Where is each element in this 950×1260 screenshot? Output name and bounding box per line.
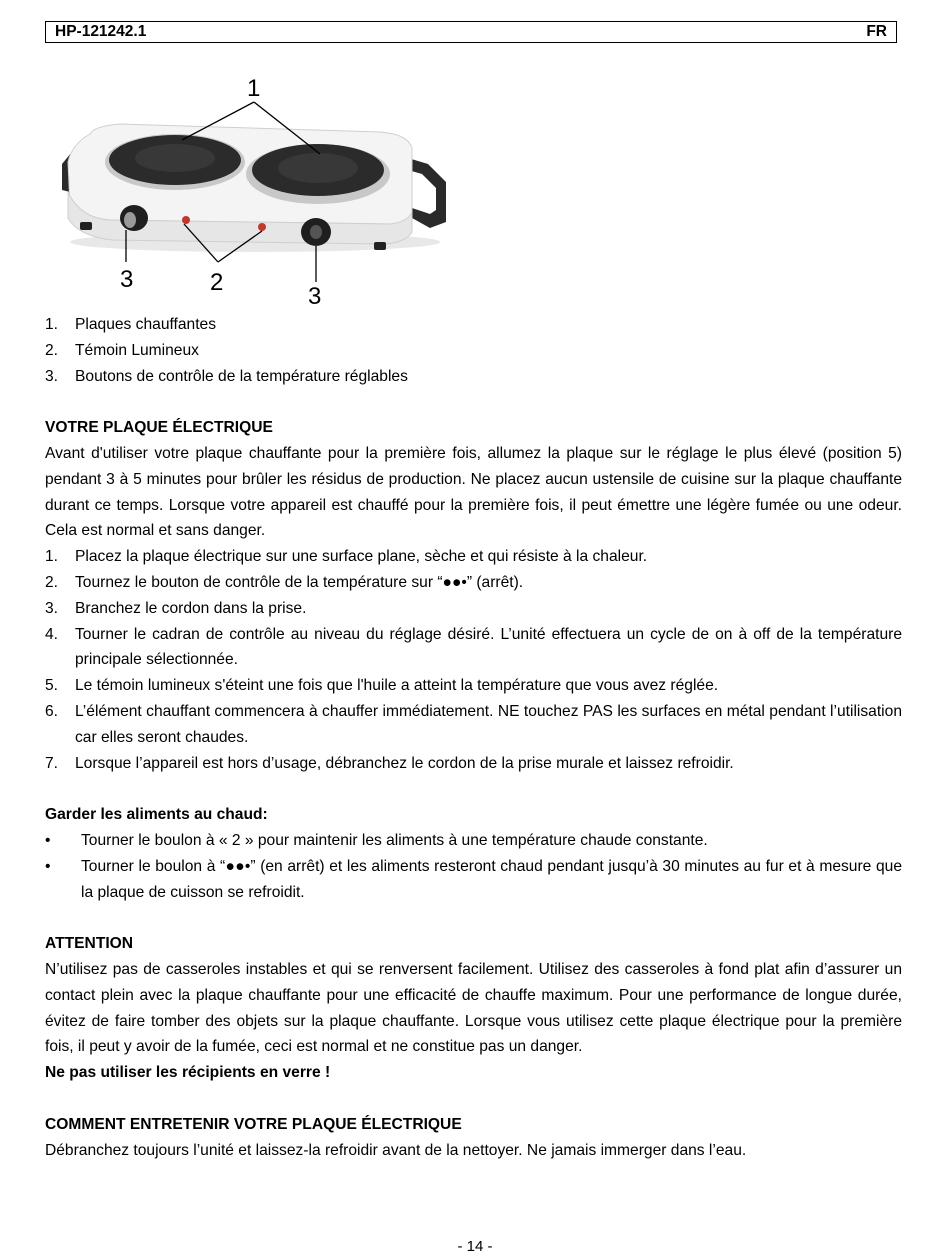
callout-2: 2 — [210, 269, 224, 296]
list-item: 5. Le témoin lumineux s'éteint une fois que l'huile a atteint la température que vous avez réglée. — [45, 677, 719, 695]
maintenance-paragraph: Débranchez toujours l’unité et laissez-la refroidir avant de la nettoyer. Ne jamais immerger dans l’eau. — [45, 1141, 747, 1159]
section-heading: COMMENT ENTRETENIR VOTRE PLAQUE ÉLECTRIQUE — [45, 1115, 462, 1133]
list-item: 2. Tournez le bouton de contrôle de la température sur “●●•” (arrêt). — [45, 573, 524, 591]
list-item: 2. Témoin Lumineux — [45, 341, 199, 359]
list-item: • Tourner le boulon à “●●•” (en arrêt) et les aliments resteront chaud pendant jusqu’à 30 minutes au fur et à mesure que la plaque de cuisson se refroidit. — [45, 857, 902, 901]
model-code: HP-121242.1 — [55, 23, 147, 40]
list-item: 4. Tourner le cadran de contrôle au niveau du réglage désiré. L’unité effectuera un cycle de on à off de la température principale sélectionnée. — [45, 625, 902, 669]
section-heading: VOTRE PLAQUE ÉLECTRIQUE — [45, 419, 273, 437]
document-header — [45, 21, 897, 43]
glass-warning: Ne pas utiliser les récipients en verre ! — [45, 1064, 331, 1082]
list-item: • Tourner le boulon à « 2 » pour maintenir les aliments à une température chaude constante. — [45, 831, 708, 849]
list-item: 1. Plaques chauffantes — [45, 316, 217, 333]
hotplate-illustration — [50, 72, 460, 312]
list-item: 6. L’élément chauffant commencera à chauffer immédiatement. NE touchez PAS les surfaces en métal pendant l’utilisation car elles seront chaudes. — [45, 702, 902, 746]
page-number: - 14 - — [457, 1238, 493, 1255]
attention-paragraph: N’utilisez pas de casseroles instables et qui se renversent facilement. Utilisez des casseroles à fond plat afin d’assurer un contact plein avec la plaque chauffante pour une efficacité de chauffe maximum. Pour une performance de longue durée, évitez de faire tomber des objets sur la plaque chauffante. Lorsque vous utilisez cette plaque électrique pour la première fois, il peut y avoir de la fumée, ceci est normal et ne constitue pas un danger. — [45, 960, 902, 1056]
section-heading: ATTENTION — [45, 935, 134, 953]
section-heading: Garder les aliments au chaud: — [45, 806, 268, 824]
keep-warm-list — [45, 828, 902, 905]
indicator-light-right — [258, 223, 266, 231]
document-body — [45, 312, 902, 1163]
language-code: FR — [866, 23, 887, 40]
callout-1: 1 — [247, 75, 261, 102]
callout-3-right: 3 — [308, 283, 322, 310]
intro-paragraph: Avant d'utiliser votre plaque chauffante pour la première fois, allumez la plaque sur le réglage le plus élevé (position 5) pendant 3 à 5 minutes pour brûler les résidus de production. Ne placez aucun ustensile de cuisine sur la plaque chauffante durant ce temps. Lorsque votre appareil est chauffé pour la première fois, il peut émettre une légère fumée ou une odeur. Cela est normal et sans danger. — [45, 444, 902, 540]
list-item: 3. Branchez le cordon dans la prise. — [45, 599, 307, 617]
parts-list — [45, 312, 902, 389]
usage-steps — [45, 544, 902, 776]
callout-3-left: 3 — [120, 266, 134, 293]
right-handle — [408, 158, 446, 228]
indicator-light-left — [182, 216, 190, 224]
list-item: 7. Lorsque l’appareil est hors d’usage, débranchez le cordon de la prise murale et laissez refroidir. — [45, 754, 734, 772]
list-item: 3. Boutons de contrôle de la température réglables — [45, 367, 408, 385]
list-item: 1. Placez la plaque électrique sur une surface plane, sèche et qui résiste à la chaleur. — [45, 548, 648, 566]
